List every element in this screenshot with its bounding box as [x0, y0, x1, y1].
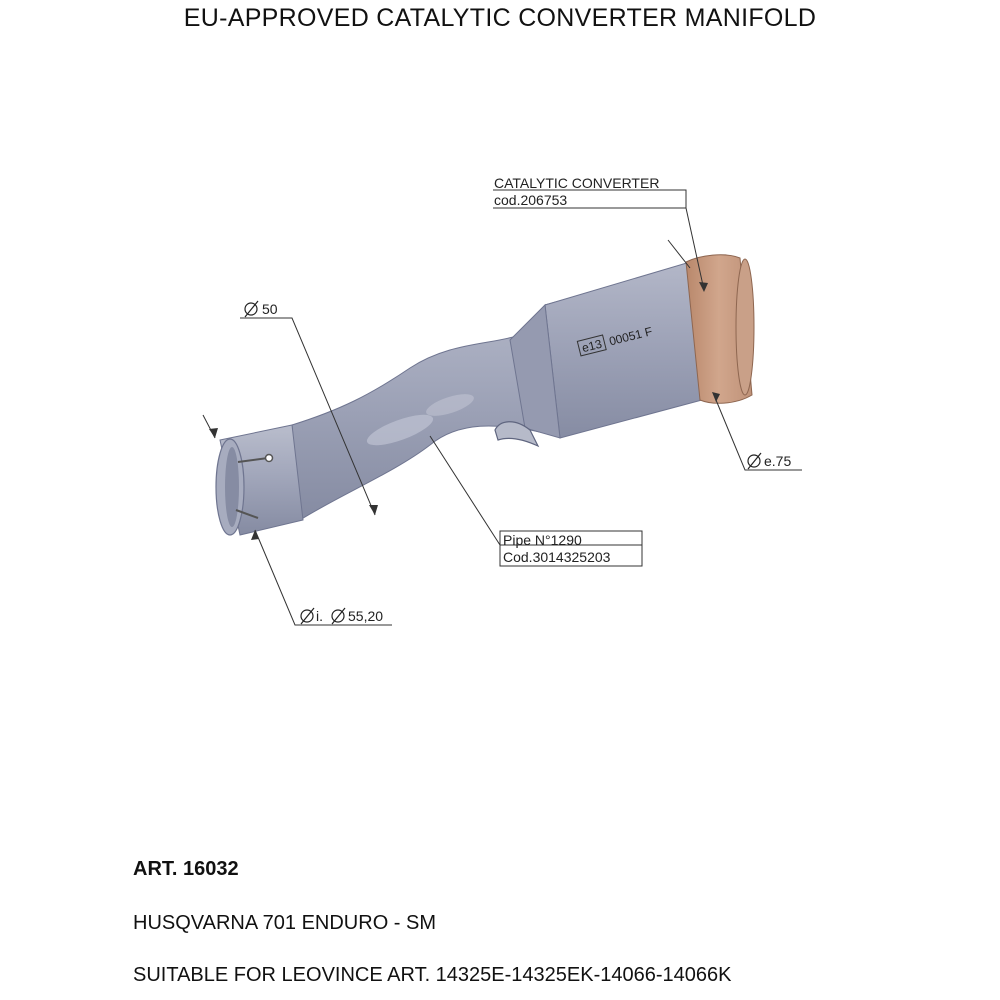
arrowhead	[369, 505, 378, 515]
inlet-inner-diameter-callout	[301, 608, 383, 624]
diameter-symbol	[301, 608, 314, 624]
diameter-symbol	[332, 608, 345, 624]
pipe-code: Cod.3014325203	[503, 549, 611, 565]
arrowhead	[209, 428, 218, 438]
leader-pipe	[430, 436, 642, 545]
outlet-outer-diameter-callout	[748, 453, 791, 469]
catalytic-converter-body	[545, 262, 702, 438]
pipe-label: Pipe N°1290	[503, 532, 582, 548]
inlet-outer-diameter-callout	[245, 301, 278, 317]
article-number: ART. 16032	[133, 858, 239, 880]
vehicle-model: HUSQVARNA 701 ENDURO - SM	[133, 912, 437, 934]
inlet-bore	[225, 447, 239, 527]
approval-number: 00051 F	[607, 324, 654, 349]
diameter-symbol	[748, 453, 761, 469]
inlet-inner-prefix: i.	[316, 608, 323, 624]
page-title: EU-APPROVED CATALYTIC CONVERTER MANIFOLD	[183, 4, 817, 32]
dimension-tick	[668, 240, 690, 268]
inlet-inner-diameter-value: 55,20	[348, 608, 384, 624]
catalytic-converter-code: cod.206753	[494, 192, 568, 208]
inlet-outer-diameter-value: 50	[262, 301, 278, 317]
compatibility-note: SUITABLE FOR LEOVINCE ART. 14325E-14325EK-14066-14066K	[133, 964, 732, 986]
catalytic-converter-label: CATALYTIC CONVERTER	[494, 175, 660, 191]
inlet-slot-end	[266, 455, 273, 462]
e-mark: e13	[580, 336, 604, 356]
outlet-outer-diameter-value: e.75	[764, 453, 792, 469]
diameter-symbol	[245, 301, 258, 317]
copper-sleeve-end	[736, 259, 754, 395]
